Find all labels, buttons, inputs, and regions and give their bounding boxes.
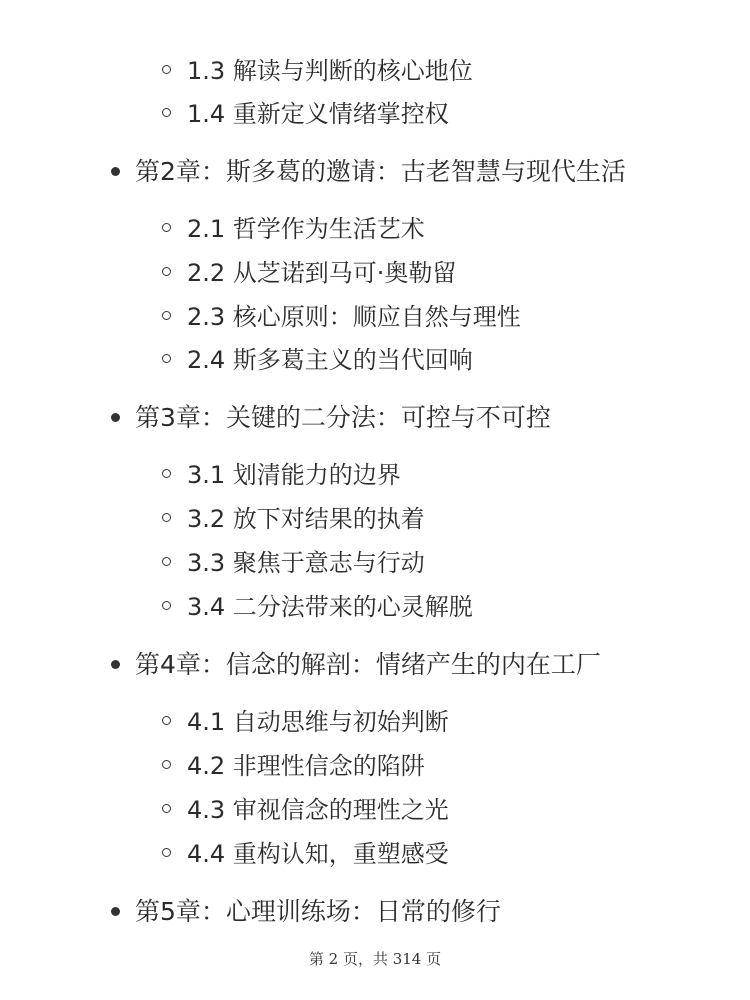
circle-bullet-icon (162, 601, 171, 610)
chapter-title: 第2章：斯多葛的邀请：古老智慧与现代生活 (135, 157, 626, 186)
circle-bullet-icon (162, 716, 171, 725)
section-title: 4.1 自动思维与初始判断 (187, 708, 449, 736)
section-title: 2.2 从芝诺到马可·奥勒留 (187, 259, 457, 287)
disc-bullet-icon (111, 660, 120, 669)
section-title: 2.1 哲学作为生活艺术 (187, 215, 425, 243)
disc-bullet-icon (111, 167, 120, 176)
section-title: 1.3 解读与判断的核心地位 (187, 57, 473, 85)
section-title: 3.1 划清能力的边界 (187, 461, 401, 489)
circle-bullet-icon (162, 108, 171, 117)
chapter-title: 第5章：心理训练场：日常的修行 (135, 897, 501, 926)
circle-bullet-icon (162, 804, 171, 813)
circle-bullet-icon (162, 848, 171, 857)
section-title: 1.4 重新定义情绪掌控权 (187, 100, 449, 128)
disc-bullet-icon (111, 413, 120, 422)
circle-bullet-icon (162, 760, 171, 769)
circle-bullet-icon (162, 267, 171, 276)
circle-bullet-icon (162, 223, 171, 232)
circle-bullet-icon (162, 513, 171, 522)
chapter-title: 第4章：信念的解剖：情绪产生的内在工厂 (135, 650, 601, 679)
section-title: 3.2 放下对结果的执着 (187, 505, 425, 533)
section-title: 4.3 审视信念的理性之光 (187, 796, 449, 824)
section-title: 2.3 核心原则：顺应自然与理性 (187, 303, 521, 331)
section-title: 3.4 二分法带来的心灵解脱 (187, 593, 473, 621)
section-title: 4.2 非理性信念的陷阱 (187, 752, 425, 780)
circle-bullet-icon (162, 354, 171, 363)
circle-bullet-icon (162, 469, 171, 478)
chapter-title: 第3章：关键的二分法：可控与不可控 (135, 403, 551, 432)
circle-bullet-icon (162, 311, 171, 320)
disc-bullet-icon (111, 907, 120, 916)
page-number: 第 2 页，共 314 页 (308, 950, 442, 968)
circle-bullet-icon (162, 65, 171, 74)
section-title: 2.4 斯多葛主义的当代回响 (187, 346, 473, 374)
circle-bullet-icon (162, 557, 171, 566)
section-title: 4.4 重构认知，重塑感受 (187, 840, 449, 868)
section-title: 3.3 聚焦于意志与行动 (187, 549, 425, 577)
